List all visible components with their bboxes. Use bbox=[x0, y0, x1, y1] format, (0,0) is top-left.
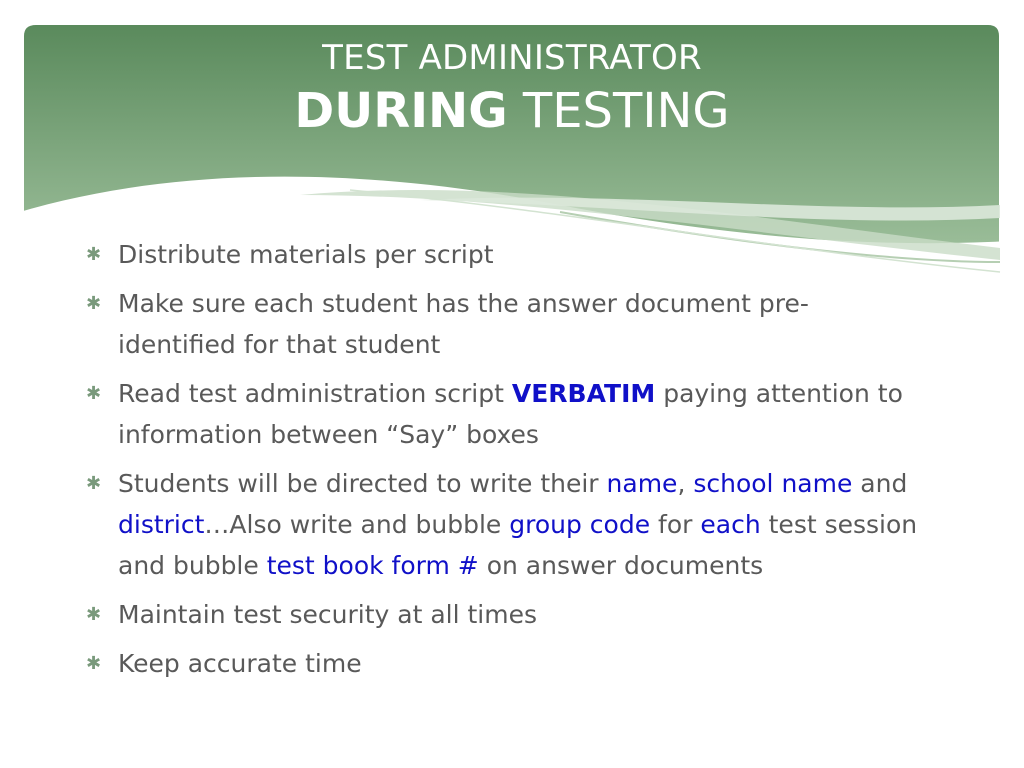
bullet-text-segment: and bbox=[852, 469, 908, 498]
bullet-text-segment: , bbox=[677, 469, 694, 498]
title-line-1: TEST ADMINISTRATOR bbox=[322, 38, 702, 78]
list-item bbox=[84, 463, 924, 586]
highlight-district: district bbox=[118, 510, 205, 539]
asterisk-icon: ✱ bbox=[86, 293, 102, 314]
bullet-list bbox=[84, 234, 924, 692]
bullet-text: Keep accurate time bbox=[118, 649, 362, 678]
bullet-text bbox=[118, 469, 917, 580]
list-item bbox=[84, 373, 924, 455]
asterisk-icon: ✱ bbox=[86, 604, 102, 625]
list-item bbox=[84, 234, 924, 275]
title-bold-word: DURING bbox=[294, 83, 508, 139]
highlight-test-book-form: test book form # bbox=[266, 551, 479, 580]
list-item bbox=[84, 283, 924, 365]
bullet-text: Distribute materials per script bbox=[118, 240, 494, 269]
bullet-text-segment: …Also write and bubble bbox=[204, 510, 510, 539]
list-item bbox=[84, 643, 924, 684]
bullet-highlight-verbatim: VERBATIM bbox=[511, 379, 656, 408]
asterisk-icon: ✱ bbox=[86, 383, 102, 404]
highlight-school-name: school name bbox=[693, 469, 853, 498]
asterisk-icon: ✱ bbox=[86, 653, 102, 674]
bullet-text-segment: Students will be directed to write their bbox=[118, 469, 607, 498]
bullet-text-segment: for bbox=[650, 510, 701, 539]
title-rest-word: TESTING bbox=[522, 83, 730, 139]
bullet-text-before: Read test administration script bbox=[118, 379, 512, 408]
bullet-text-segment: test session and bubble bbox=[118, 510, 918, 580]
list-item bbox=[84, 594, 924, 635]
bullet-text-after: paying attention to information between “Say” boxes bbox=[118, 379, 903, 449]
slide-title bbox=[0, 36, 1024, 142]
bullet-text bbox=[118, 379, 903, 449]
highlight-each: each bbox=[700, 510, 761, 539]
bullet-text: Maintain test security at all times bbox=[118, 600, 537, 629]
bullet-text: Make sure each student has the answer document pre-identified for that student bbox=[118, 289, 809, 359]
bullet-text-segment: on answer documents bbox=[478, 551, 764, 580]
highlight-name: name bbox=[606, 469, 678, 498]
title-line-2 bbox=[0, 80, 1024, 142]
highlight-group-code: group code bbox=[509, 510, 651, 539]
asterisk-icon: ✱ bbox=[86, 473, 102, 494]
asterisk-icon: ✱ bbox=[86, 244, 102, 265]
